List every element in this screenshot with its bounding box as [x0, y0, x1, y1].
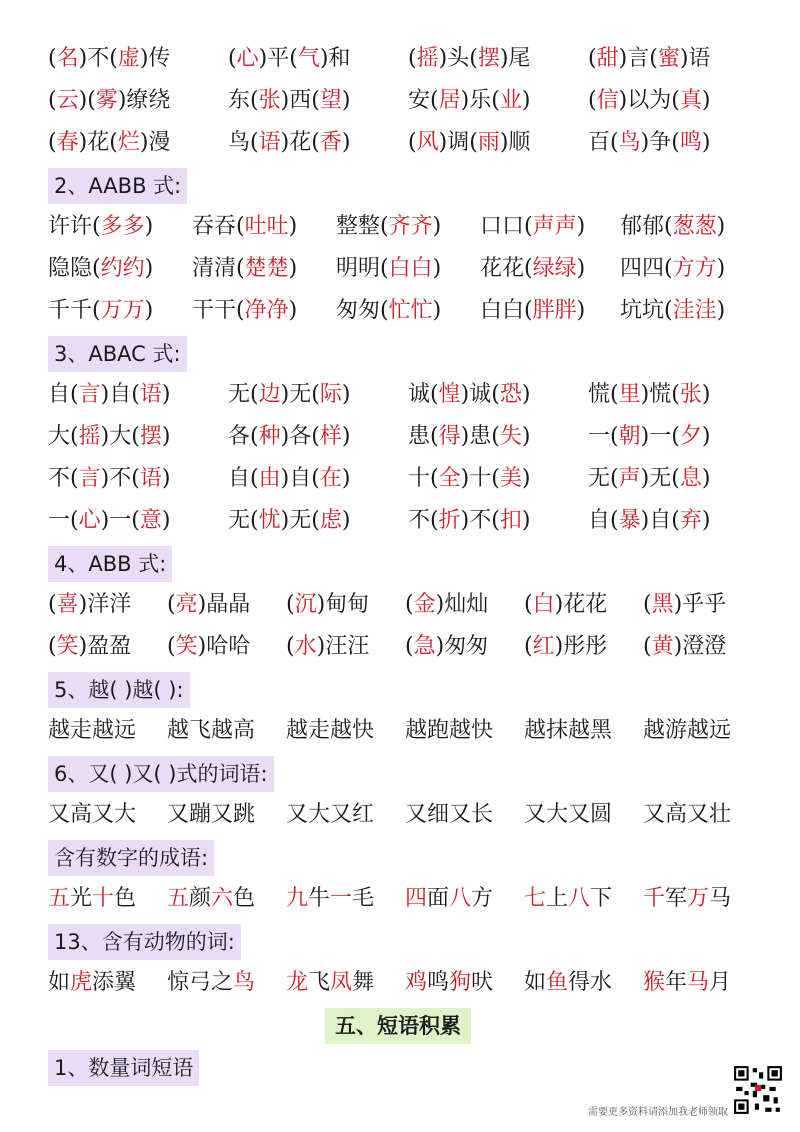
idiom-item: 鸟(语)花(香)	[228, 130, 351, 155]
idiom-row	[48, 248, 760, 290]
idiom-item: 七上八下	[524, 886, 613, 911]
idiom-row	[48, 290, 760, 332]
idiom-item: 许许(多多)	[48, 214, 154, 239]
idiom-item: (心)平(气)和	[228, 46, 351, 71]
idiom-item: (云)(雾)缭绕	[48, 88, 171, 113]
idiom-item: (白)花花	[524, 592, 608, 617]
idiom-item: (亮)晶晶	[167, 592, 251, 617]
idiom-item: (黄)澄澄	[643, 634, 727, 659]
idiom-row	[48, 584, 760, 626]
idiom-item: 花花(绿绿)	[480, 256, 586, 281]
idiom-item: 患(得)患(失)	[408, 424, 531, 449]
idiom-item: (甜)言(蜜)语	[588, 46, 711, 71]
idiom-row	[48, 710, 760, 752]
idiom-item: 不(言)不(语)	[48, 466, 171, 491]
idiom-item: 又细又长	[405, 802, 494, 827]
idiom-item: 干干(净净)	[192, 298, 298, 323]
idiom-item: 白白(胖胖)	[480, 298, 586, 323]
idiom-item: 一(朝)一(夕)	[588, 424, 711, 449]
idiom-row	[48, 500, 760, 542]
idiom-item: (红)彤彤	[524, 634, 608, 659]
idiom-item: 无(声)无(息)	[588, 466, 711, 491]
idiom-item: 郁郁(葱葱)	[620, 214, 726, 239]
idiom-item: 口口(声声)	[480, 214, 586, 239]
idiom-item: 越走越快	[286, 718, 375, 743]
idiom-item: 四四(方方)	[620, 256, 726, 281]
idiom-item: 无(边)无(际)	[228, 382, 351, 407]
idiom-item: 如虎添翼	[48, 970, 137, 995]
idiom-item: 猴年马月	[643, 970, 732, 995]
idiom-item: 又高又大	[48, 802, 137, 827]
idiom-item: 又高又壮	[643, 802, 732, 827]
idiom-row	[48, 962, 760, 1004]
idiom-item: 五颜六色	[167, 886, 256, 911]
idiom-row	[48, 80, 760, 122]
idiom-item: (名)不(虚)传	[48, 46, 171, 71]
idiom-item: 又大又圆	[524, 802, 613, 827]
idiom-item: (喜)洋洋	[48, 592, 132, 617]
idiom-item: (水)汪汪	[286, 634, 370, 659]
idiom-row	[48, 458, 760, 500]
heading-numbers: 含有数字的成语:	[48, 840, 214, 876]
heading-abac: 3、ABAC 式:	[48, 336, 187, 372]
heading-phrase-1: 1、数量词短语	[48, 1050, 199, 1086]
idiom-item: 整整(齐齐)	[336, 214, 442, 239]
idiom-item: 鸡鸣狗吠	[405, 970, 494, 995]
idiom-item: 越走越远	[48, 718, 137, 743]
idiom-item: 千千(万万)	[48, 298, 154, 323]
idiom-item: 匆匆(忙忙)	[336, 298, 442, 323]
idiom-item: 慌(里)慌(张)	[588, 382, 711, 407]
idiom-item: 自(由)自(在)	[228, 466, 351, 491]
idiom-item: 越飞越高	[167, 718, 256, 743]
idiom-row	[48, 626, 760, 668]
idiom-item: 五光十色	[48, 886, 137, 911]
idiom-item: 清清(楚楚)	[192, 256, 298, 281]
idiom-item: (笑)盈盈	[48, 634, 132, 659]
idiom-row	[48, 374, 760, 416]
idiom-item: 如鱼得水	[524, 970, 613, 995]
idiom-row	[48, 794, 760, 836]
idiom-item: 九牛一毛	[286, 886, 375, 911]
idiom-item: 坑坑(洼洼)	[620, 298, 726, 323]
idiom-item: 一(心)一(意)	[48, 508, 171, 533]
idiom-item: 千军万马	[643, 886, 732, 911]
heading-section-five: 五、短语积累	[325, 1008, 471, 1044]
heading-aabb: 2、AABB 式:	[48, 168, 187, 204]
idiom-row	[48, 206, 760, 248]
idiom-item: 龙飞凤舞	[286, 970, 375, 995]
idiom-row	[48, 122, 760, 164]
idiom-item: 诚(惶)诚(恐)	[408, 382, 531, 407]
idiom-item: 吞吞(吐吐)	[192, 214, 298, 239]
idiom-item: 越抹越黑	[524, 718, 613, 743]
footer-note: 需要更多资料请添加我老师领取	[588, 1107, 728, 1118]
idiom-item: 安(居)乐(业)	[408, 88, 531, 113]
idiom-item: (摇)头(摆)尾	[408, 46, 531, 71]
idiom-item: (春)花(烂)漫	[48, 130, 171, 155]
idiom-item: (黑)乎乎	[643, 592, 727, 617]
idiom-row	[48, 878, 760, 920]
idiom-item: (信)以为(真)	[588, 88, 711, 113]
idiom-row	[48, 38, 760, 80]
heading-you: 6、又( )又( )式的词语:	[48, 756, 274, 792]
heading-yue: 5、越( )越( ):	[48, 672, 190, 708]
idiom-item: 惊弓之鸟	[167, 970, 256, 995]
idiom-item: 明明(白白)	[336, 256, 442, 281]
idiom-item: 又大又红	[286, 802, 375, 827]
heading-animals: 13、含有动物的词:	[48, 924, 241, 960]
idiom-item: 百(鸟)争(鸣)	[588, 130, 711, 155]
idiom-item: (风)调(雨)顺	[408, 130, 531, 155]
idiom-row	[48, 416, 760, 458]
idiom-item: 东(张)西(望)	[228, 88, 351, 113]
idiom-item: 不(折)不(扣)	[408, 508, 531, 533]
qr-code-icon	[732, 1064, 784, 1116]
idiom-item: 大(摇)大(摆)	[48, 424, 171, 449]
idiom-item: (沉)甸甸	[286, 592, 370, 617]
idiom-item: 越跑越快	[405, 718, 494, 743]
idiom-item: (金)灿灿	[405, 592, 489, 617]
heading-abb: 4、ABB 式:	[48, 546, 172, 582]
idiom-item: 隐隐(约约)	[48, 256, 154, 281]
idiom-item: 自(言)自(语)	[48, 382, 171, 407]
idiom-item: 十(全)十(美)	[408, 466, 531, 491]
idiom-item: 各(种)各(样)	[228, 424, 351, 449]
idiom-item: 越游越远	[643, 718, 732, 743]
idiom-item: 又蹦又跳	[167, 802, 256, 827]
idiom-item: 四面八方	[405, 886, 494, 911]
idiom-item: (笑)哈哈	[167, 634, 251, 659]
idiom-item: 自(暴)自(弃)	[588, 508, 711, 533]
idiom-item: 无(忧)无(虑)	[228, 508, 351, 533]
idiom-item: (急)匆匆	[405, 634, 489, 659]
